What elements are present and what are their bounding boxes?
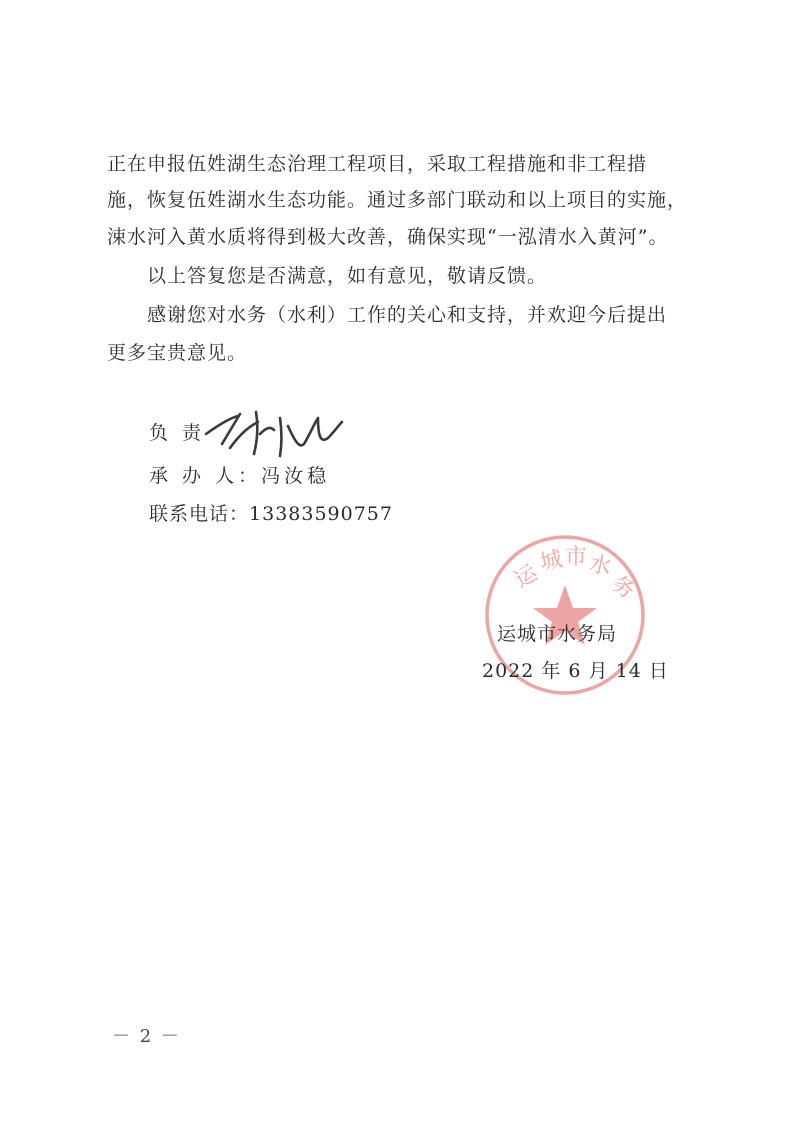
issuing-organization: 运城市水务局	[497, 623, 618, 645]
handler-label: 承 办 人：	[149, 465, 262, 487]
body-line-4: 以上答复您是否满意，如有意见，敬请反馈。	[147, 265, 548, 287]
handwritten-signature	[200, 404, 350, 460]
svg-text:城: 城	[538, 546, 565, 576]
page-number: － 2 －	[112, 1026, 181, 1047]
body-line-6: 更多宝贵意见。	[107, 342, 248, 364]
phone-number: 13383590757	[249, 503, 393, 525]
body-line-2: 施，恢复伍姓湖水生态功能。通过多部门联动和以上项目的实施，	[107, 189, 688, 211]
handler-row	[149, 462, 330, 490]
svg-text:运: 运	[510, 560, 543, 594]
svg-text:市: 市	[565, 545, 588, 570]
body-line-1: 正在申报伍姓湖生态治理工程项目，采取工程措施和非工程措	[107, 153, 648, 175]
body-line-3: 涑水河入黄水质将得到极大改善，确保实现“一泓清水入黄河”。	[107, 226, 669, 248]
handler-name: 冯汝稳	[261, 465, 331, 487]
svg-text:水: 水	[586, 551, 614, 581]
responsible-label: 负 责	[149, 422, 206, 444]
phone-label: 联系电话：	[149, 503, 250, 525]
phone-row	[149, 500, 393, 528]
svg-text:务: 务	[607, 571, 639, 605]
body-line-5: 感谢您对水务（水利）工作的关心和支持，并欢迎今后提出	[147, 304, 668, 326]
issue-date: 2022 年 6 月 14 日	[482, 660, 669, 682]
